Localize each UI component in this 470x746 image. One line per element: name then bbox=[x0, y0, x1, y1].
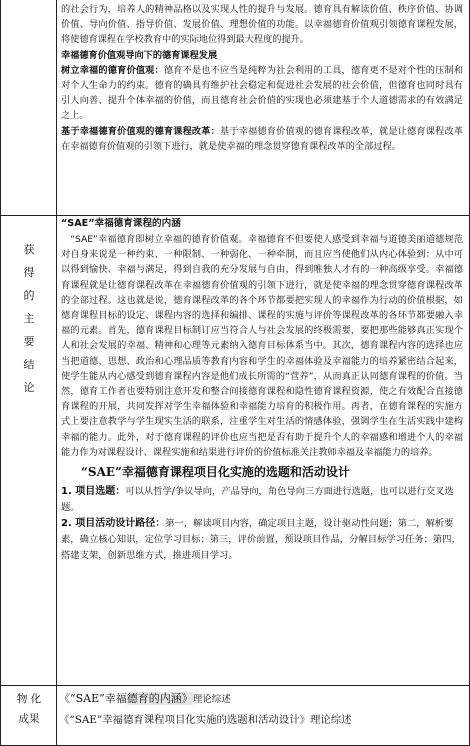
list-item-text: 第一，解读项目内容，确定项目主题，设计驱动性问题；第二，解析要素，确立核心知识，定位学习目标；第三，评价前置，预设项目作品，分解目标学习任务；第四，搭建支架，创新思维方式，推进项目学习。 bbox=[61, 518, 461, 562]
row-label-cell bbox=[1, 686, 57, 745]
table-row-1 bbox=[1, 0, 469, 215]
list-item-lead: 1. 项目选题： bbox=[61, 486, 126, 498]
row-content-cell bbox=[59, 689, 463, 745]
outcome-item: 《“SAE”幸福德育课程项目化实施的选题和活动设计》理论综述 bbox=[59, 714, 352, 726]
list-item-lead: 2. 项目活动设计路径： bbox=[61, 518, 166, 530]
project-list bbox=[61, 484, 463, 564]
label-char: 主 bbox=[23, 312, 35, 325]
row-content-cell bbox=[61, 2, 463, 215]
list-item-text: 可以从哲学/争议导向，产品导向，角色导向三方面进行选题，也可以进行交叉选题。 bbox=[61, 486, 454, 514]
outcome-text-highlight: 德育的内涵》 bbox=[126, 692, 193, 705]
paragraph-text: 基于幸福德育价值观的德育课程改革，就是让德育课程改革在幸福德育价值观的引领下进行，就是使幸福的理念贯穿德育课程改革的全部过程。 bbox=[61, 125, 463, 152]
label-char: 获 bbox=[23, 243, 35, 256]
row-content-cell bbox=[61, 216, 463, 685]
conclusions-label bbox=[1, 238, 57, 399]
row-label-cell bbox=[1, 0, 57, 215]
list-item bbox=[61, 516, 463, 564]
section-heading: “SAE”幸福德育课程的内涵 bbox=[61, 218, 181, 229]
section-title: “SAE”幸福德育课程项目化实施的选题和活动设计 bbox=[81, 465, 350, 480]
outcome-item bbox=[59, 689, 463, 710]
list-item bbox=[61, 484, 463, 516]
label-char: 论 bbox=[23, 381, 35, 394]
label-char: 得 bbox=[23, 266, 35, 279]
table-row-2 bbox=[1, 215, 469, 685]
table-row-3 bbox=[1, 685, 469, 746]
label-line: 成果 bbox=[18, 713, 40, 725]
paragraph-body: “SAE”幸福德育即树立幸福的德育价值观。幸福德育不但要使人感受到幸福与道德美丽道德规范对自身来说是一种约束、一种限制、一种弱化、一种牵制，而且应当使他们从内心体验到：从中可以得到愉快、幸福与满足，得到自我的充分发展与自由，得到唯独人才有的一种高级享受。幸福德育课程就是让德育课程改革在幸福德育价值观的引领下进行，就是使幸福的理念贯穿德育课程改革的全部过程。这也就是说，德育课程改革的各个环节都要把实现人的幸福作为行动的价值根据，如德育课程目标的设定、课程内容的选择和编排、课程的实施与评价等课程改革的各环节都要融入幸福的元素。首先，德育课程目标制订应当符合人与社会发展的终极需要，要把那些能够真正实现个人和社会发展的幸福、精神和心理等元素纳入德育目标体系当中。其次，德育课程内容的选择也应当把道德、思想、政治和心理品质等教育内容和学生的幸福体验及幸福能力的培养紧密结合起来，使学生能从内心感受到德育课程内容是他们成长所需的“营养”，从而真正认同德育课程的价值。当然，德育工作者也要特别注意开发和整合间接德育课程和隐性德育课程资源，使之有效配合直接德育课程的开展，共同发挥对学生幸福体验和幸福能力培育的积极作用。再者，在德育课程的实施方式上要注意教学与学生现实生活的联系，注重学生对生活的情感体验，强调学生在生活实践中建构幸福的能力。此外，对于德育课程的评价也应当把是否有助于提升个人的幸福感和增进个人的幸福能力作为对课程设计、课程实施和结果进行评价的价值标准关注教师幸福及幸福能力的培养。 bbox=[61, 234, 463, 458]
outcome-text: 理论综述 bbox=[192, 694, 231, 705]
label-line: 物 化 bbox=[16, 693, 42, 705]
paragraph-reform bbox=[61, 124, 463, 154]
paragraph-values bbox=[61, 63, 463, 124]
paragraph-intro: 的社会行为，培养人的精神品格以及实现人性的提升与发展。德育具有解读价值、秩序价值、协调价值、导向价值、指导价值、发展价值、理想价值的功能。以幸福德育价值观引领德育课程发展，将使德育课程在学校教育中的实际地位得到最大程度的提升。 bbox=[61, 4, 463, 46]
section-heading: 幸福德育价值观导向下的德育课程发展 bbox=[61, 49, 218, 61]
label-char: 结 bbox=[23, 358, 35, 371]
paragraph-lead: 基于幸福德育价值观的德育课程改革： bbox=[61, 125, 220, 137]
paragraph-text: 德育不是也不应当是纯粹为社会利用的工具，德育更不是对个性的压制和对个人生命力的约束。德育的确具有维护社会稳定和促进社会发展的社会价值，但德育也同时具有引人向善、提升个体幸福的价值，而且德育社会价值的实现也必须建基于个人道德需求的有效满足之上。 bbox=[61, 64, 463, 122]
outcome-text: 《“SAE”幸福 bbox=[59, 692, 127, 705]
label-char: 要 bbox=[23, 335, 35, 348]
outcomes-label bbox=[1, 689, 57, 729]
label-char: 的 bbox=[23, 289, 35, 302]
paragraph-lead: 树立幸福的德育价值观： bbox=[61, 64, 164, 76]
row-label-cell bbox=[1, 216, 57, 685]
